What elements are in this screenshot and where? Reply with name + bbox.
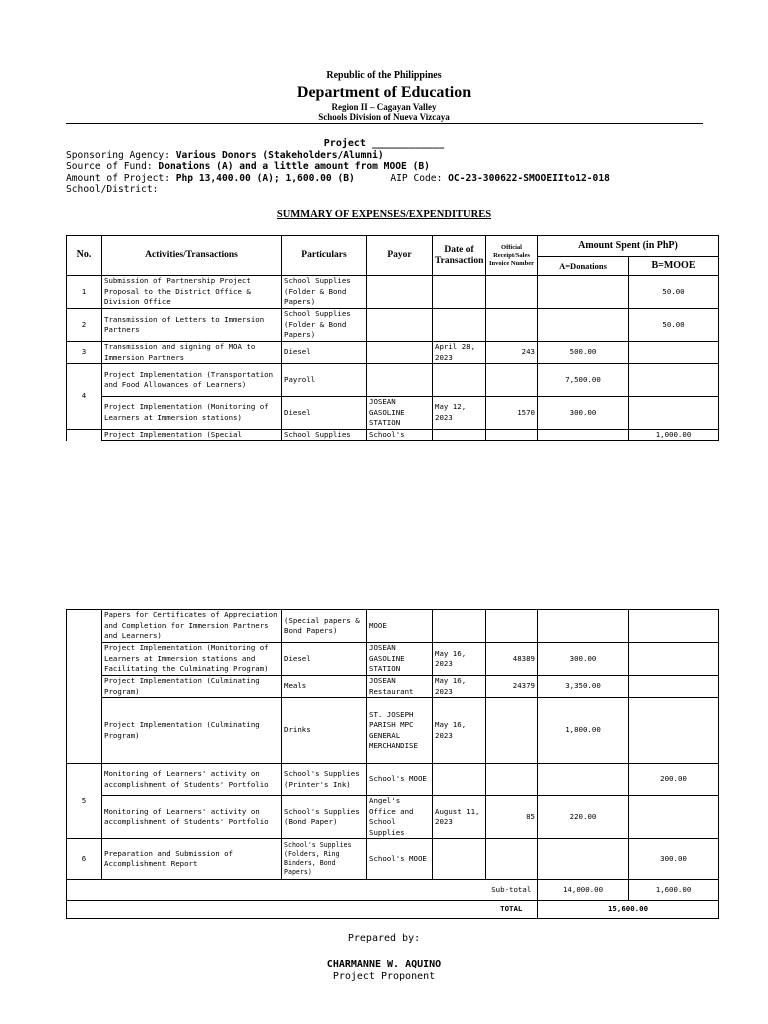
payor-cell: School's [367,429,433,441]
payor-cell: JOSEAN GASOLINE STATION [367,643,433,676]
region-line: Region II – Cagayan Valley [331,102,437,112]
activity-cell: Project Implementation (Culminating Program) [102,698,282,764]
header-donations: A=Donations [538,257,629,276]
receipt-cell [486,610,538,643]
mooe-cell: 50.00 [629,309,719,342]
donation-cell [538,610,629,643]
mooe-cell [629,796,719,839]
activity-cell: Project Implementation (Special [102,429,282,441]
table-row [67,643,719,676]
prepared-by: Prepared by: [347,933,421,944]
mooe-cell: 200.00 [629,764,719,796]
summary-title: SUMMARY OF EXPENSES/EXPENDITURES [276,209,492,220]
aip-label: AIP Code: [390,173,443,184]
particulars-cell: School's Supplies (Folders, Ring Binders, Bond Papers) [282,839,367,880]
particulars-cell: School Supplies (Folder & Bond Papers) [282,309,367,342]
activity-cell: Transmission of Letters to Immersion Partners [102,309,282,342]
donation-cell: 7,500.00 [538,364,629,397]
mooe-cell [629,698,719,764]
header-rule [66,123,703,124]
receipt-cell: 48389 [486,643,538,676]
table-row [67,676,719,698]
activity-cell: Project Implementation (Transportation and Food Allowances of Learners) [102,364,282,397]
particulars-cell: School's Supplies (Bond Paper) [282,796,367,839]
particulars-cell: Meals [282,676,367,698]
table-row [67,364,719,397]
table-row [67,764,719,796]
receipt-cell [486,764,538,796]
receipt-cell [486,364,538,397]
sponsoring-label: Sponsoring Agency: [66,150,170,161]
particulars-cell: School's Supplies (Printer's Ink) [282,764,367,796]
particulars-cell: Diesel [282,643,367,676]
amount-value: Php 13,400.00 (A); 1,600.00 (B) [175,173,355,184]
table-row [67,610,719,643]
payor-cell [367,276,433,309]
receipt-cell [486,429,538,441]
mooe-cell [629,643,719,676]
mooe-cell: 1,000.00 [629,429,719,441]
source-label: Source of Fund: [66,161,153,172]
header-payor: Payor [367,236,433,276]
sponsoring-value: Various Donors (Stakeholders/Alumni) [175,150,384,161]
header-activities: Activities/Transactions [102,236,282,276]
particulars-cell: School Supplies (Folder & Bond Papers) [282,276,367,309]
receipt-cell: 85 [486,796,538,839]
header-particulars: Particulars [282,236,367,276]
total-row [67,901,719,919]
payor-cell [367,342,433,364]
mooe-cell [629,364,719,397]
donation-cell [538,839,629,880]
mooe-cell: 300.00 [629,839,719,880]
receipt-cell [486,839,538,880]
date-cell [433,764,486,796]
payor-cell: JOSEAN GASOLINE STATION [367,397,433,430]
total-value: 15,600.00 [538,901,719,919]
source-of-fund [66,161,430,173]
mooe-cell [629,397,719,430]
row-number: 4 [67,364,102,430]
particulars-cell: (Special papers & Bond Papers) [282,610,367,643]
date-cell: April 28, 2023 [433,342,486,364]
proponent-name: CHARMANNE W. AQUINO [326,959,442,970]
date-cell: May 12, 2023 [433,397,486,430]
table-row [67,839,719,880]
project-label: Project ____________ [323,138,445,149]
header-no: No. [67,236,102,276]
donation-cell: 300.00 [538,643,629,676]
payor-cell: JOSEAN Restaurant [367,676,433,698]
particulars-cell: Drinks [282,698,367,764]
receipt-cell: 243 [486,342,538,364]
header-mooe: B=MOOE [629,257,719,276]
table-row [67,342,719,364]
payor-cell: MOOE [367,610,433,643]
republic-line: Republic of the Philippines [326,70,442,81]
subtotal-donations: 14,000.00 [538,880,629,901]
receipt-cell [486,276,538,309]
payor-cell: Angel's Office and School Supplies [367,796,433,839]
activity-cell: Project Implementation (Monitoring of Learners at Immersion stations and Facilitating the Culminating Program) [102,643,282,676]
table-row [67,429,719,441]
row-number: 3 [67,342,102,364]
mooe-cell [629,610,719,643]
particulars-cell: Diesel [282,397,367,430]
expenses-table-page2 [66,609,719,919]
department-title: Department of Education [296,84,472,101]
amount-of-project [66,173,610,185]
expenses-table-page1 [66,235,719,441]
school-district: School/District: [66,184,159,195]
activity-cell: Preparation and Submission of Accomplishment Report [102,839,282,880]
row-number: 1 [67,276,102,309]
receipt-cell: 1570 [486,397,538,430]
row-number: 6 [67,839,102,880]
total-label: TOTAL [486,901,538,919]
subtotal-row [67,880,719,901]
date-cell [433,839,486,880]
subtotal-label: Sub-total [486,880,538,901]
mooe-cell [629,676,719,698]
activity-cell: Monitoring of Learners' activity on accomplishment of Students' Portfolio [102,764,282,796]
payor-cell [367,309,433,342]
table-row [67,276,719,309]
particulars-cell: Payroll [282,364,367,397]
source-value: Donations (A) and a little amount from MOOE (B) [158,161,430,172]
division-line: Schools Division of Nueva Vizcaya [318,112,450,122]
activity-cell: Transmission and signing of MOA to Immersion Partners [102,342,282,364]
row-number: 2 [67,309,102,342]
payor-cell: School's MOOE [367,839,433,880]
amount-label: Amount of Project: [66,173,170,184]
header-date: Date of Transaction [433,236,486,276]
date-cell [433,276,486,309]
header-amount-spent: Amount Spent (in PhP) [538,236,719,257]
particulars-cell: Diesel [282,342,367,364]
activity-cell: Project Implementation (Monitoring of Learners at Immersion stations) [102,397,282,430]
donation-cell: 300.00 [538,397,629,430]
table-row [67,309,719,342]
activity-cell: Monitoring of Learners' activity on accomplishment of Students' Portfolio [102,796,282,839]
date-cell: May 16, 2023 [433,698,486,764]
subtotal-mooe: 1,600.00 [629,880,719,901]
date-cell [433,610,486,643]
payor-cell [367,364,433,397]
payor-cell: ST. JOSEPH PARISH MPC GENERAL MERCHANDISE [367,698,433,764]
date-cell: May 16, 2023 [433,676,486,698]
date-cell: August 11, 2023 [433,796,486,839]
payor-cell: School's MOOE [367,764,433,796]
proponent-role: Project Proponent [332,971,436,982]
donation-cell [538,429,629,441]
activity-cell: Papers for Certificates of Appreciation and Completion for Immersion Partners and Learners) [102,610,282,643]
table-row [67,397,719,430]
mooe-cell [629,342,719,364]
header-receipt: Official Receipt/Sales Invoice Number [486,236,538,276]
table-row [67,796,719,839]
donation-cell [538,764,629,796]
row-number: 5 [67,764,102,839]
particulars-cell: School Supplies [282,429,367,441]
aip-value: OC-23-300622-SMOOEIIto12-018 [448,173,610,184]
receipt-cell: 24379 [486,676,538,698]
activity-cell: Submission of Partnership Project Proposal to the District Office & Division Office [102,276,282,309]
receipt-cell [486,309,538,342]
activity-cell: Project Implementation (Culminating Program) [102,676,282,698]
donation-cell: 1,800.00 [538,698,629,764]
donation-cell [538,276,629,309]
date-cell [433,309,486,342]
donation-cell: 220.00 [538,796,629,839]
donation-cell: 500.00 [538,342,629,364]
date-cell: May 16, 2023 [433,643,486,676]
date-cell [433,429,486,441]
sponsoring-agency [66,150,384,162]
date-cell [433,364,486,397]
table-row [67,698,719,764]
donation-cell: 3,350.00 [538,676,629,698]
receipt-cell [486,698,538,764]
donation-cell [538,309,629,342]
mooe-cell: 50.00 [629,276,719,309]
